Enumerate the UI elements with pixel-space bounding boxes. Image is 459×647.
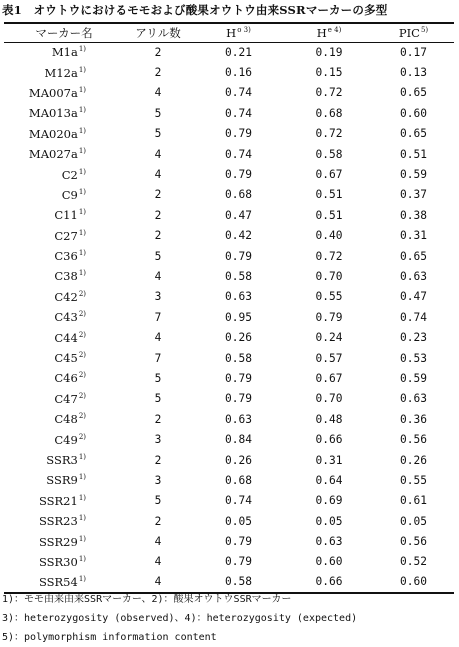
- table-row: [4, 327, 454, 347]
- table-row: [4, 103, 454, 123]
- header-expected-heterozygosity: $H^{e 4)}$: [285, 23, 373, 42]
- expected-heterozygosity: 0.67: [315, 371, 343, 385]
- header-allele-count: アリル数: [124, 23, 192, 42]
- marker-name: SSR3$^{1)}$: [46, 453, 86, 467]
- observed-heterozygosity: 0.74: [225, 86, 252, 100]
- marker-name: SSR29$^{1)}$: [38, 534, 86, 549]
- observed-heterozygosity: 0.05: [225, 514, 252, 528]
- expected-heterozygosity: 0.69: [315, 494, 343, 508]
- table-row: [4, 42, 454, 62]
- observed-heterozygosity: 0.74: [225, 106, 252, 120]
- allele-count: 5: [154, 392, 162, 406]
- pic-value: 0.26: [400, 453, 427, 467]
- marker-name: $MA013a^{1)}$: [28, 106, 86, 121]
- pic-value: 0.65: [400, 249, 427, 263]
- marker-name: SSR30$^{1)}$: [38, 554, 86, 569]
- allele-count: 3: [154, 290, 162, 304]
- pic-value: 0.63: [400, 392, 427, 406]
- pic-value: 0.36: [400, 412, 427, 426]
- observed-heterozygosity: 0.79: [225, 168, 252, 182]
- marker-name: C2$^{1)}$: [61, 167, 86, 182]
- pic-value: 0.56: [400, 433, 427, 447]
- observed-heterozygosity: 0.74: [225, 494, 252, 508]
- table-row: [4, 491, 454, 511]
- allele-count: 4: [154, 535, 162, 549]
- pic-value: 0.53: [400, 351, 427, 365]
- table-row: [4, 368, 454, 388]
- table-row: [4, 307, 454, 327]
- pic-value: 0.59: [400, 168, 427, 182]
- pic-value: 0.60: [373, 572, 454, 592]
- expected-heterozygosity: 0.67: [315, 168, 343, 182]
- pic-value: 0.55: [400, 473, 427, 487]
- marker-name: $MA007a^{1)}$: [28, 85, 86, 100]
- allele-count: 5: [154, 106, 162, 120]
- observed-heterozygosity: 0.16: [225, 66, 252, 80]
- marker-name: SSR54$^{1)}$: [4, 572, 124, 592]
- marker-name: C11$^{1)}$: [54, 208, 86, 223]
- allele-count: 2: [154, 208, 162, 222]
- allele-count: 4: [154, 331, 162, 345]
- pic-value: 0.65: [400, 86, 427, 100]
- allele-count: 3: [154, 473, 162, 487]
- table-row: [4, 389, 454, 409]
- observed-heterozygosity: 0.42: [225, 229, 252, 243]
- table-row: [4, 185, 454, 205]
- expected-heterozygosity: 0.48: [315, 412, 343, 426]
- expected-heterozygosity: 0.51: [315, 208, 343, 222]
- observed-heterozygosity: 0.58: [225, 351, 252, 365]
- observed-heterozygosity: 0.79: [225, 392, 252, 406]
- marker-name: C36$^{1)}$: [54, 249, 86, 264]
- observed-heterozygosity: 0.79: [225, 371, 252, 385]
- expected-heterozygosity: 0.57: [315, 351, 343, 365]
- pic-value: 0.65: [400, 127, 427, 141]
- expected-heterozygosity: 0.64: [315, 473, 343, 487]
- marker-name: $M1a^{1)}$: [51, 45, 86, 60]
- marker-name: C42$^{2)}$: [54, 289, 86, 304]
- expected-heterozygosity: 0.05: [315, 514, 343, 528]
- pic-value: 0.23: [400, 331, 427, 345]
- expected-heterozygosity: 0.40: [315, 229, 343, 243]
- table-row: [4, 226, 454, 246]
- table-row: [4, 450, 454, 470]
- expected-heterozygosity: 0.58: [315, 147, 343, 161]
- marker-name: $MA020a^{1)}$: [28, 126, 86, 141]
- header-row: [4, 23, 454, 42]
- allele-count: 4: [154, 147, 162, 161]
- pic-value: 0.56: [400, 535, 427, 549]
- allele-count: 4: [154, 168, 162, 182]
- expected-heterozygosity: 0.70: [315, 392, 343, 406]
- table-row: [4, 62, 454, 82]
- allele-count: 5: [154, 371, 162, 385]
- observed-heterozygosity: 0.58: [192, 572, 285, 592]
- table-row: [4, 511, 454, 531]
- marker-name: $MA027a^{1)}$: [28, 147, 86, 162]
- marker-name: C43$^{2)}$: [54, 310, 86, 325]
- marker-name: C44$^{2)}$: [54, 330, 86, 345]
- pic-value: 0.59: [400, 371, 427, 385]
- marker-name: C49$^{2)}$: [54, 432, 86, 447]
- allele-count: 2: [154, 45, 162, 59]
- table-row: [4, 552, 454, 572]
- allele-count: 5: [154, 127, 162, 141]
- pic-value: 0.63: [400, 269, 427, 283]
- marker-name: C46$^{2)}$: [54, 371, 86, 386]
- expected-heterozygosity: 0.66: [285, 572, 373, 592]
- table-row: [4, 124, 454, 144]
- expected-heterozygosity: 0.15: [315, 66, 343, 80]
- expected-heterozygosity: 0.72: [315, 249, 343, 263]
- allele-count: 4: [154, 269, 162, 283]
- pic-value: 0.52: [400, 555, 427, 569]
- observed-heterozygosity: 0.95: [225, 310, 252, 324]
- ssr-marker-table: [4, 22, 454, 594]
- expected-heterozygosity: 0.19: [315, 45, 343, 59]
- expected-heterozygosity: 0.60: [315, 555, 343, 569]
- pic-value: 0.38: [400, 208, 427, 222]
- expected-heterozygosity: 0.24: [315, 331, 343, 345]
- observed-heterozygosity: 0.68: [225, 188, 252, 202]
- observed-heterozygosity: 0.79: [225, 249, 252, 263]
- observed-heterozygosity: 0.79: [225, 535, 252, 549]
- allele-count: 2: [154, 188, 162, 202]
- allele-count: 2: [154, 66, 162, 80]
- marker-name: C45$^{2)}$: [54, 351, 86, 366]
- allele-count: 2: [154, 514, 162, 528]
- expected-heterozygosity: 0.72: [315, 86, 343, 100]
- pic-value: 0.05: [400, 514, 427, 528]
- allele-count: 5: [154, 494, 162, 508]
- allele-count: 2: [154, 412, 162, 426]
- marker-name: SSR9$^{1)}$: [46, 473, 86, 488]
- expected-heterozygosity: 0.51: [315, 188, 343, 202]
- footnote-3: 5)：polymorphism information content: [2, 632, 217, 643]
- marker-name: C47$^{2)}$: [54, 391, 86, 406]
- table-row: [4, 287, 454, 307]
- table-row: [4, 531, 454, 551]
- header-observed-heterozygosity: $H^{o 3)}$: [192, 23, 285, 42]
- allele-count: 4: [124, 572, 192, 592]
- header-marker-name: マーカー名: [4, 23, 124, 42]
- expected-heterozygosity: 0.68: [315, 106, 343, 120]
- marker-name: C48$^{2)}$: [54, 412, 86, 427]
- observed-heterozygosity: 0.68: [225, 473, 252, 487]
- table-row: [4, 205, 454, 225]
- pic-value: 0.47: [400, 290, 427, 304]
- expected-heterozygosity: 0.70: [315, 269, 343, 283]
- footnote-1: 1)：モモ由来由来SSRマーカー、2)：酸果オウトウSSRマーカー: [2, 594, 292, 605]
- expected-heterozygosity: 0.72: [315, 127, 343, 141]
- allele-count: 2: [154, 453, 162, 467]
- table-row: [4, 246, 454, 266]
- marker-name: SSR23$^{1)}$: [38, 514, 86, 529]
- table-row: [4, 348, 454, 368]
- pic-value: 0.31: [400, 229, 427, 243]
- observed-heterozygosity: 0.79: [225, 555, 252, 569]
- allele-count: 4: [154, 86, 162, 100]
- pic-value: 0.13: [400, 66, 427, 80]
- pic-value: 0.17: [400, 45, 427, 59]
- expected-heterozygosity: 0.55: [315, 290, 343, 304]
- pic-value: 0.61: [400, 494, 427, 508]
- marker-name: C27$^{1)}$: [54, 228, 86, 243]
- allele-count: 5: [154, 249, 162, 263]
- observed-heterozygosity: 0.84: [225, 433, 252, 447]
- table-row: [4, 266, 454, 286]
- pic-value: 0.74: [400, 310, 427, 324]
- allele-count: 2: [154, 229, 162, 243]
- allele-count: 3: [154, 433, 162, 447]
- observed-heterozygosity: 0.63: [225, 290, 252, 304]
- observed-heterozygosity: 0.47: [225, 208, 252, 222]
- footnotes: [2, 590, 457, 647]
- pic-value: 0.60: [400, 106, 427, 120]
- marker-name: $M12a^{1)}$: [44, 65, 86, 80]
- marker-name: C9$^{1)}$: [61, 187, 86, 202]
- observed-heterozygosity: 0.21: [225, 45, 252, 59]
- table-row: [4, 83, 454, 103]
- table-row: [4, 164, 454, 184]
- observed-heterozygosity: 0.63: [225, 412, 252, 426]
- marker-name: SSR21$^{1)}$: [38, 493, 86, 508]
- expected-heterozygosity: 0.79: [315, 310, 343, 324]
- table-row: [4, 470, 454, 490]
- expected-heterozygosity: 0.31: [315, 453, 343, 467]
- pic-value: 0.37: [400, 188, 427, 202]
- allele-count: 4: [154, 555, 162, 569]
- observed-heterozygosity: 0.79: [225, 127, 252, 141]
- marker-name: C38$^{1)}$: [54, 269, 86, 284]
- observed-heterozygosity: 0.58: [225, 269, 252, 283]
- table-row: [4, 144, 454, 164]
- table-row: [4, 429, 454, 449]
- expected-heterozygosity: 0.66: [315, 433, 343, 447]
- observed-heterozygosity: 0.26: [225, 453, 252, 467]
- allele-count: 7: [154, 351, 162, 365]
- observed-heterozygosity: 0.74: [225, 147, 252, 161]
- table-row: [4, 409, 454, 429]
- expected-heterozygosity: 0.63: [315, 535, 343, 549]
- table-caption: 表1 オウトウにおけるモモおよび酸果オウトウ由来SSRマーカーの多型: [2, 3, 388, 17]
- footnote-2: 3)：heterozygosity (observed)、4)：heterozygosity (expected): [2, 613, 358, 624]
- observed-heterozygosity: 0.26: [225, 331, 252, 345]
- header-pic: PIC$^{5)}$: [373, 23, 454, 42]
- pic-value: 0.51: [400, 147, 427, 161]
- allele-count: 7: [154, 310, 162, 324]
